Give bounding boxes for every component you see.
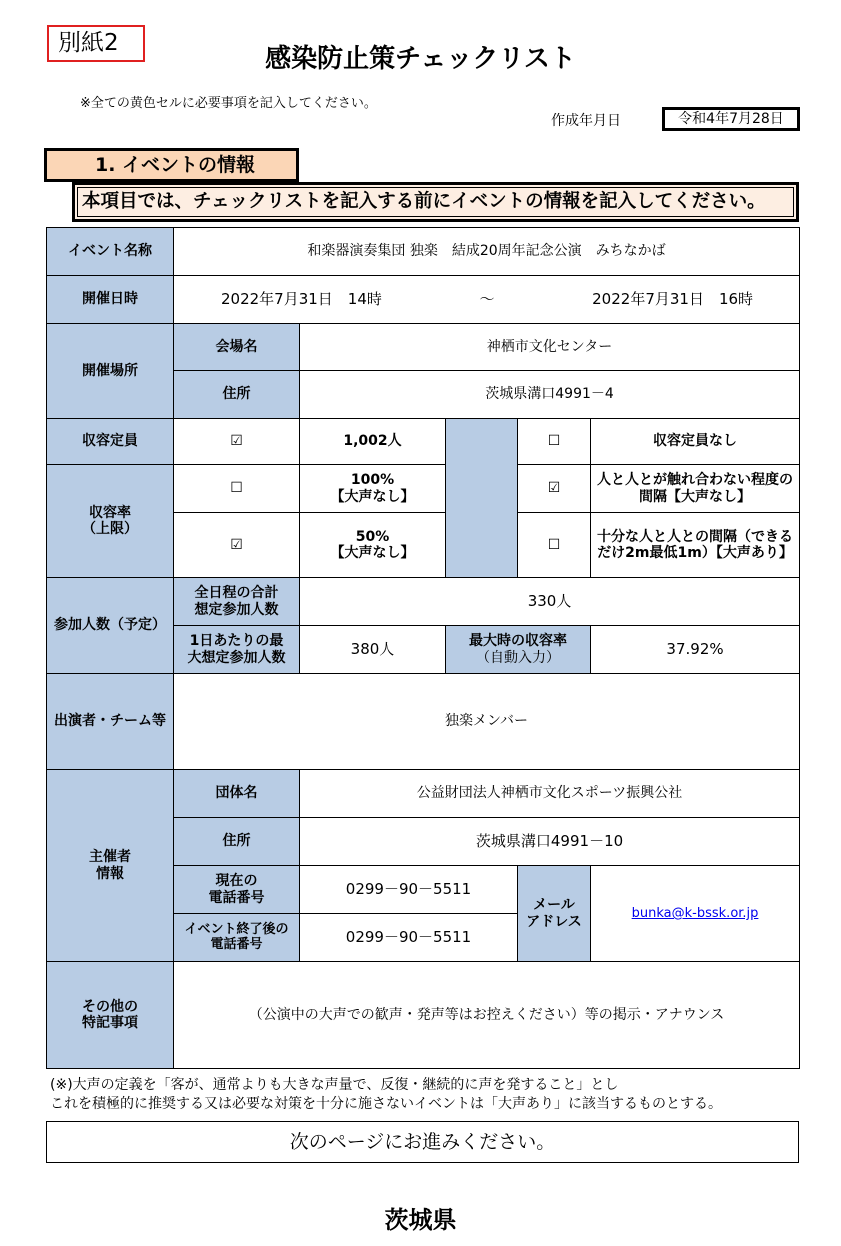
total-participants-label-line1: 全日程の合計 — [194, 585, 279, 602]
rate-50-condition: 【大声なし】 — [330, 545, 415, 561]
capacity-checkbox[interactable]: ☑ — [174, 419, 300, 465]
max-rate-label-line2: （自動入力） — [476, 649, 560, 666]
post-phone-label-line2: 電話番号 — [210, 936, 263, 952]
attachment-tag: 別紙2 — [47, 25, 145, 62]
venue-address-label: 住所 — [174, 371, 300, 419]
max-rate-value: 37.92% — [591, 626, 800, 674]
capacity-rate-label — [47, 465, 174, 578]
organizer-label-line1: 主催者 — [89, 849, 131, 866]
prefecture-name: 茨城県 — [384, 1206, 457, 1234]
footnote-line2: これを積極的に推奨する又は必要な対策を十分に施さないイベントは「大声あり」に該当するものとする。 — [50, 1096, 722, 1112]
event-name-label: イベント名称 — [47, 228, 174, 276]
organizer-label — [47, 770, 174, 962]
section-instruction — [72, 182, 799, 222]
creation-date-field[interactable]: 令和4年7月28日 — [662, 107, 800, 131]
rate-100-condition: 【大声なし】 — [330, 488, 415, 505]
post-phone-label — [174, 914, 300, 962]
phone-label — [174, 866, 300, 914]
capacity-field[interactable]: 1,002人 — [300, 419, 446, 465]
section-instruction-text: 本項目では、チェックリストを記入する前にイベントの情報を記入してください。 — [82, 191, 766, 212]
mail-label-line2: アドレス — [526, 913, 582, 930]
capacity-rate-label-line2: （上限） — [82, 521, 138, 537]
distance-option-text: 十分な人と人との間隔（できるだけ2m最低1m）【大声あり】 — [591, 513, 800, 578]
event-end: 2022年7月31日 16時 — [592, 289, 754, 308]
rate-50-checkbox[interactable]: ☑ — [174, 513, 300, 578]
org-name-field[interactable]: 公益財団法人神栖市文化スポーツ振興公社 — [300, 770, 800, 818]
phone-label-line1: 現在の — [215, 873, 258, 890]
footnote — [50, 1076, 722, 1114]
org-address-field[interactable]: 茨城県溝口4991－10 — [300, 818, 800, 866]
perday-participants-label — [174, 626, 300, 674]
venue-label: 開催場所 — [47, 324, 174, 419]
participants-label: 参加人数（予定） — [47, 578, 174, 674]
event-date-field[interactable] — [174, 276, 800, 324]
other-notes-label-line2: 特記事項 — [82, 1015, 138, 1031]
performers-label: 出演者・チーム等 — [47, 674, 174, 770]
next-page-notice: 次のページにお進みください。 — [46, 1121, 799, 1163]
other-notes-label — [47, 962, 174, 1069]
page-title: 感染防止策チェックリスト — [265, 44, 576, 74]
capacity-label: 収容定員 — [47, 419, 174, 465]
no-capacity-label: 収容定員なし — [591, 419, 800, 465]
creation-date-label: 作成年月日 — [551, 113, 621, 129]
venue-address-field[interactable]: 茨城県溝口4991－4 — [300, 371, 800, 419]
other-notes-label-line1: その他の — [82, 998, 138, 1015]
email-link[interactable]: bunka@k-bssk.or.jp — [631, 906, 759, 922]
perday-participants-label-line2: 大想定参加人数 — [187, 649, 286, 666]
post-phone-label-line1: イベント終了後の — [184, 921, 289, 937]
venue-name-field[interactable]: 神栖市文化センター — [300, 324, 800, 371]
perday-participants-field[interactable]: 380人 — [300, 626, 446, 674]
event-date-label: 開催日時 — [47, 276, 174, 324]
event-name-field[interactable]: 和楽器演奏集団 独楽 結成20周年記念公演 みちなかば — [174, 228, 800, 276]
organizer-label-line2: 情報 — [96, 865, 124, 882]
total-participants-field[interactable]: 330人 — [300, 578, 800, 626]
date-range-separator: ～ — [479, 289, 495, 308]
org-address-label: 住所 — [174, 818, 300, 866]
rate-100-option — [300, 465, 446, 513]
venue-name-label: 会場名 — [174, 324, 300, 371]
total-participants-label-line2: 想定参加人数 — [194, 601, 279, 618]
total-participants-label — [174, 578, 300, 626]
max-rate-label-line1: 最大時の収容率 — [469, 633, 567, 650]
touch-checkbox[interactable]: ☑ — [518, 465, 591, 513]
performers-field[interactable]: 独楽メンバー — [174, 674, 800, 770]
mail-label — [518, 866, 591, 962]
perday-participants-label-line1: 1日あたりの最 — [189, 633, 284, 650]
rate-50-value: 50% — [355, 528, 390, 545]
distance-checkbox[interactable]: ☐ — [518, 513, 591, 578]
event-start: 2022年7月31日 14時 — [221, 289, 382, 308]
rate-100-value: 100% — [350, 472, 395, 489]
mail-label-line1: メール — [533, 897, 575, 914]
event-info-table — [46, 227, 800, 1069]
rate-100-checkbox[interactable]: ☐ — [174, 465, 300, 513]
max-rate-label — [446, 626, 591, 674]
spacer-cell — [446, 419, 518, 578]
no-capacity-checkbox[interactable]: ☐ — [518, 419, 591, 465]
instruction-note: ※全ての黄色セルに必要事項を記入してください。 — [80, 96, 377, 111]
org-name-label: 団体名 — [174, 770, 300, 818]
mail-field[interactable] — [591, 866, 800, 962]
footnote-line1: (※)大声の定義を「客が、通常よりも大きな声量で、反復・継続的に声を発すること」とし — [50, 1077, 619, 1093]
rate-50-option — [300, 513, 446, 578]
phone-label-line2: 電話番号 — [208, 889, 265, 906]
phone-field[interactable]: 0299－90－5511 — [300, 866, 518, 914]
post-phone-field[interactable]: 0299－90－5511 — [300, 914, 518, 962]
touch-option-text: 人と人とが触れ合わない程度の間隔【大声なし】 — [591, 465, 800, 513]
section-heading: 1. イベントの情報 — [44, 148, 299, 182]
other-notes-field[interactable]: （公演中の大声での歓声・発声等はお控えください）等の掲示・アナウンス — [174, 962, 800, 1069]
capacity-rate-label-line1: 収容率 — [89, 504, 131, 521]
